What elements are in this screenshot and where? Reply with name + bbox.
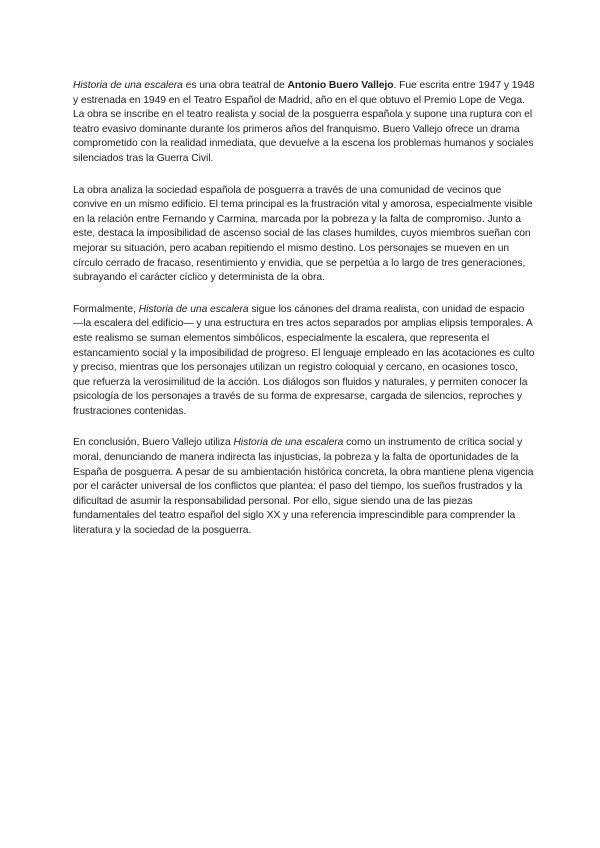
document-body [73,79,535,539]
text-segment: como un instrumento de crítica social y moral, denunciando de manera indirecta las injusticias, la pobreza y la falta de oportunidades de la España de posguerra. A pesar de su ambientación histórica concreta, la obra mantiene plena vigencia por el carácter universal de los conflictos que plantea: el paso del tiempo, los sueños frustrados y la dificultad de asumir la responsabilidad personal. Por ello, sigue siendo una de las piezas fundamentales del teatro español del siglo XX y una referencia imprescindible para comprender la literatura y la sociedad de la posguerra. [73,437,534,537]
work-title: Historia de una escalera [233,437,344,449]
text-segment: La obra analiza la sociedad española de posguerra a través de una comunidad de vecinos que convive en un mismo edificio. El tema principal es la frustración vital y amorosa, especialmente visible en la relación entre Fernando y Carmina, marcada por la pobreza y la falta de compromiso. Junto a este, destaca la imposibilidad de ascenso social de las clases humildes, cuyos miembros sueñan con mejorar su situación, pero acaban repitiendo el mismo destino. Los personajes se mueven en un círculo cerrado de fracaso, resentimiento y envidia, que se perpetúa a lo largo de tres generaciones, subrayando el carácter cíclico y determinista de la obra. [73,184,533,284]
paragraph-conclusion [73,436,535,538]
paragraph-introduction [73,79,535,167]
author-name: Antonio Buero Vallejo [287,80,394,91]
paragraph-form [73,303,535,420]
text-segment: En conclusión, Buero Vallejo utiliza [73,437,234,449]
text-segment: es una obra teatral de [182,80,288,91]
paragraph-themes [73,184,535,286]
work-title: Historia de una escalera [73,80,183,91]
text-segment: sigue los cánones del drama realista, con unidad de espacio —la escalera del edificio— y una estructura en tres actos separados por amplias elipsis temporales. A este realismo se suman elementos simbólicos, especialmente la escalera, que representa el estancamiento social y la imposibilidad de progreso. El lenguaje empleado en las acotaciones es culto y preciso, mientras que los personajes utilizan un registro coloquial y cercano, en ocasiones tosco, que refuerza la verosimilitud de la acción. Los diálogos son fluidos y naturales, y permiten conocer la psicología de los personajes a través de su forma de expresarse, cargada de silencios, reproches y frustraciones contenidas. [73,303,535,417]
text-segment: Formalmente, [73,303,139,315]
work-title: Historia de una escalera [138,303,249,315]
text-segment: . Fue escrita entre 1947 y 1948 y estrenada en 1949 en el Teatro Español de Madrid, año en el que obtuvo el Premio Lope de Vega. La obra se inscribe en el teatro realista y social de la posguerra española y supone una ruptura con el teatro evasivo dominante durante los primeros años del franquismo. Buero Vallejo ofrece un drama comprometido con la realidad inmediata, que devuelve a la escena los problemas humanos y sociales silenciados tras la Guerra Civil. [73,80,535,164]
